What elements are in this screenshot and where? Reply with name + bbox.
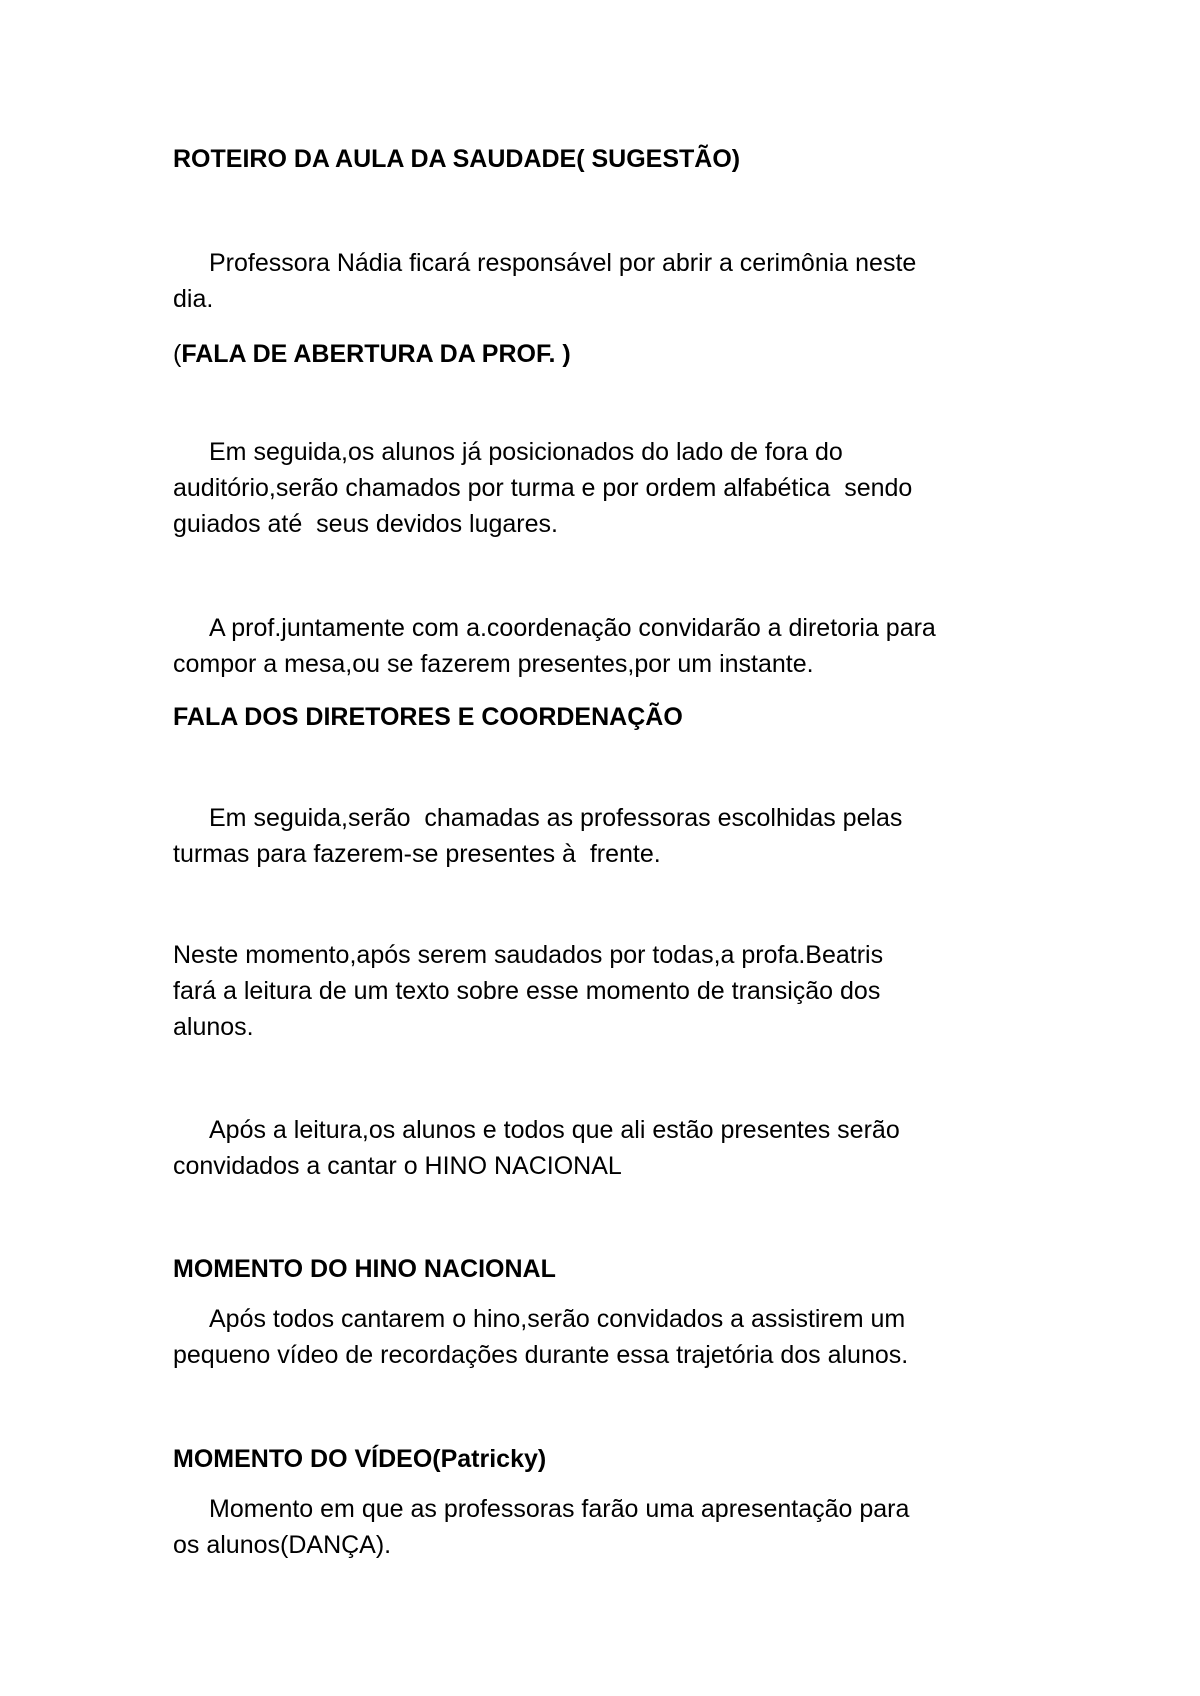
paragraph-text: Professora Nádia ficará responsável por abrir a cerimônia neste dia. [173, 249, 917, 313]
paragraph-text: Em seguida,os alunos já posicionados do lado de fora do auditório,serão chamados por turma e por ordem alfabética sendo guiados até seus devidos lugares. [173, 438, 913, 538]
paragraph-text: Após a leitura,os alunos e todos que ali estão presentes serão convidados a cantar o HINO NACIONAL [173, 1116, 900, 1180]
heading-directors-speech: FALA DOS DIRETORES E COORDENAÇÃO [173, 703, 683, 731]
opening-speech-heading: FALA DE ABERTURA DA PROF. ) [181, 340, 571, 368]
paragraph-national-anthem-invite [173, 1112, 1053, 1184]
paragraph-students-entry [173, 434, 1053, 542]
paragraph-text: A prof.juntamente com a.coordenação convidarão a diretoria para compor a mesa,ou se fazerem presentes,por um instante. [173, 614, 936, 678]
paragraph-dance-presentation [173, 1491, 1053, 1563]
document-title: ROTEIRO DA AULA DA SAUDADE( SUGESTÃO) [173, 145, 741, 173]
paragraph-text: Após todos cantarem o hino,serão convidados a assistirem um pequeno vídeo de recordações durante essa trajetória dos alunos. [173, 1305, 909, 1369]
paragraph-text-reading: Neste momento,após serem saudados por todas,a profa.Beatris fará a leitura de um texto sobre esse momento de transição dos alunos. [173, 941, 884, 1041]
paragraph-teachers-called [173, 800, 1053, 872]
opening-speech-label [173, 336, 1053, 372]
paragraph-video-invite [173, 1301, 1053, 1373]
heading-national-anthem: MOMENTO DO HINO NACIONAL [173, 1255, 556, 1283]
paragraph-text: Em seguida,serão chamadas as professoras escolhidas pelas turmas para fazerem-se presentes à frente. [173, 804, 903, 868]
paragraph-opening-responsible [173, 245, 1053, 317]
opening-paren: ( [173, 340, 182, 368]
paragraph-board-invitation [173, 610, 1053, 682]
paragraph-text: Momento em que as professoras farão uma apresentação para os alunos(DANÇA). [173, 1495, 910, 1559]
heading-video-moment: MOMENTO DO VÍDEO(Patricky) [173, 1445, 547, 1473]
